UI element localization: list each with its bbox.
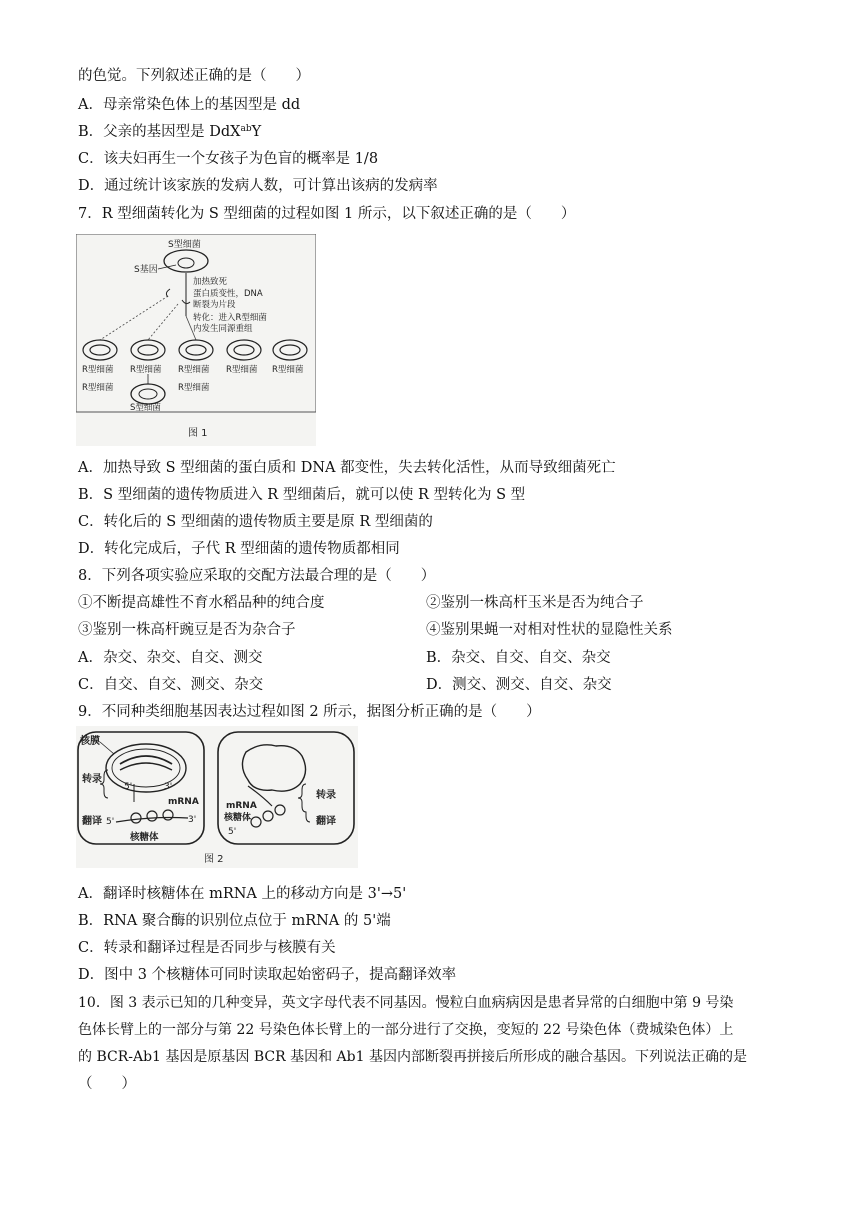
figure-2 (76, 726, 358, 868)
q7-stem: 7．R 型细菌转化为 S 型细菌的过程如图 1 所示，以下叙述正确的是（ ） (78, 206, 576, 222)
q8-option-d: D．测交、测交、自交、杂交 (426, 677, 612, 693)
q6-stem-tail: 的色觉。下列叙述正确的是（ ） (78, 68, 310, 84)
q8-option-a: A．杂交、杂交、自交、测交 (78, 650, 263, 666)
q7-option-c: C．转化后的 S 型细菌的遗传物质主要是原 R 型细菌的 (78, 514, 433, 530)
figure-1 (76, 234, 316, 446)
q8-option-b: B．杂交、自交、自交、杂交 (426, 650, 611, 666)
q9-option-a: A．翻译时核糖体在 mRNA 上的移动方向是 3'→5' (78, 886, 407, 902)
figure-2-diagram (76, 726, 358, 868)
fig2-ribosome-label-right: 核糖体 (224, 813, 252, 823)
fig2-nucleus (106, 744, 186, 792)
q10-stem-line-1: 10．图 3 表示已知的几种变异，英文字母代表不同基因。慢粒白血病病因是患者异常的白细胞中第 9 号染 (78, 995, 734, 1011)
fig1-r-label-4: R型细菌 (226, 365, 258, 375)
q9-option-b: B．RNA 聚合酶的识别位点位于 mRNA 的 5'端 (78, 913, 391, 929)
fig2-ribosome-label-left: 核糖体 (130, 832, 159, 843)
q7-option-b: B．S 型细菌的遗传物质进入 R 型细菌后，就可以使 R 型转化为 S 型 (78, 487, 526, 503)
fig1-note-1: 加热致死 (193, 277, 228, 287)
fig2-translation-label-right: 翻译 (316, 816, 336, 827)
q8-item-2: ②鉴别一株高杆玉米是否为纯合子 (426, 595, 644, 611)
q6-option-c: C．该夫妇再生一个女孩子为色盲的概率是 1/8 (78, 151, 379, 167)
fig1-note-2: 蛋白质变性，DNA (193, 289, 263, 299)
fig1-caption: 图 1 (188, 428, 208, 439)
q8-item-3: ③鉴别一株高杆豌豆是否为杂合子 (78, 622, 296, 638)
fig1-s-bacterium (164, 250, 208, 272)
fig1-s-result-label: S型细菌 (130, 403, 161, 413)
q10-stem-line-3: 的 BCR-Ab1 基因是原基因 BCR 基因和 Ab1 基因内部断裂再拼接后所形成的融合基因。下列说法正确的是 (78, 1049, 747, 1065)
fig1-r-label-3: R型细菌 (178, 365, 210, 375)
q8-item-4: ④鉴别果蝇一对相对性状的显隐性关系 (426, 622, 673, 638)
fig1-note-5: 内发生同源重组 (193, 324, 253, 334)
fig2-prokaryotic-cell (218, 732, 354, 844)
q10-stem-line-2: 色体长臂上的一部分与第 22 号染色体长臂上的一部分进行了交换，变短的 22 号染色体（费城染色体）上 (78, 1022, 734, 1038)
q8-item-1: ①不断提高雄性不育水稻品种的纯合度 (78, 595, 325, 611)
fig2-3prime-bottom: 3' (188, 815, 197, 825)
q8-stem: 8．下列各项实验应采取的交配方法最合理的是（ ） (78, 568, 436, 584)
q6-option-b: B．父亲的基因型是 DdX$^{ab}$Y (78, 124, 262, 140)
fig2-caption: 图 2 (204, 854, 224, 865)
fig1-r-row2-2: R型细菌 (178, 383, 210, 393)
fig2-5prime-right: 5' (228, 827, 237, 837)
figure-1-diagram (76, 234, 316, 446)
fig2-translation-label-left: 翻译 (82, 816, 102, 827)
fig1-note-3: 断裂为片段 (193, 300, 236, 310)
fig1-r-label-1: R型细菌 (82, 365, 114, 375)
fig1-r-row2-1: R型细菌 (82, 383, 114, 393)
fig2-mrna-label-left: mRNA (168, 797, 199, 807)
q9-option-d: D．图中 3 个核糖体可同时读取起始密码子，提高翻译效率 (78, 967, 457, 983)
fig2-5prime-bottom: 5' (106, 817, 115, 827)
fig2-5prime-top: 5' (124, 782, 133, 792)
q7-option-d: D．转化完成后，子代 R 型细菌的遗传物质都相同 (78, 541, 400, 557)
fig1-r-label-5: R型细菌 (272, 365, 304, 375)
q9-stem: 9．不同种类细胞基因表达过程如图 2 所示，据图分析正确的是（ ） (78, 704, 541, 720)
fig1-r-label-2: R型细菌 (130, 365, 162, 375)
fig1-s-result-bacterium (131, 384, 165, 404)
fig2-transcription-label-right: 转录 (316, 790, 336, 801)
q7-option-a: A．加热导致 S 型细菌的蛋白质和 DNA 都变性，失去转化活性，从而导致细菌死亡 (78, 460, 616, 476)
fig1-note-4: 转化：进入R型细菌 (193, 313, 267, 323)
fig2-mrna-label-right: mRNA (226, 801, 257, 811)
q9-option-c: C．转录和翻译过程是否同步与核膜有关 (78, 940, 336, 956)
fig2-transcription-label-left: 转录 (82, 774, 102, 785)
q6-option-d: D．通过统计该家族的发病人数，可计算出该病的发病率 (78, 178, 438, 194)
fig2-nucleoid (242, 745, 305, 791)
fig1-s-gene-label: S基因 (134, 265, 158, 275)
fig2-3prime-top: 3' (164, 782, 173, 792)
fig2-nuclear-membrane-label: 核膜 (80, 736, 100, 747)
q6-option-a: A．母亲常染色体上的基因型是 dd (78, 97, 301, 113)
q10-stem-line-4: （ ） (78, 1076, 136, 1092)
q8-option-c: C．自交、自交、测交、杂交 (78, 677, 264, 693)
fig1-s-bacteria-label: S型细菌 (168, 240, 201, 250)
